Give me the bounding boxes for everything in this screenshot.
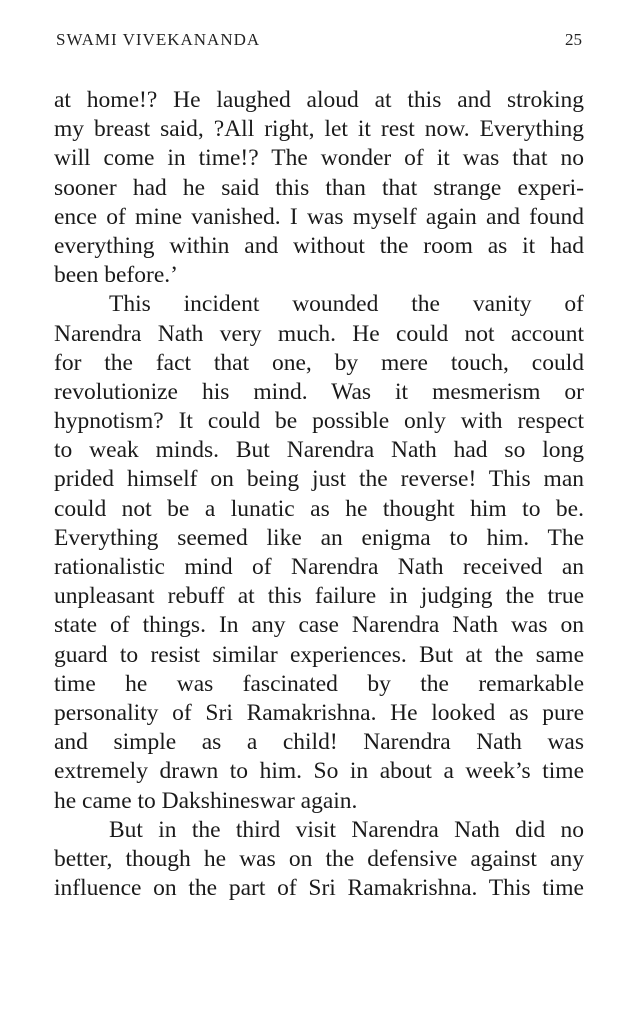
text-line: prided himself on being just the reverse! This man — [54, 466, 584, 493]
body-text — [54, 86, 584, 903]
text-line: hypnotism? It could be possible only with respect — [54, 408, 584, 435]
text-line: he came to Dakshineswar again. — [54, 787, 358, 814]
text-line: revolutionize his mind. Was it mesmerism or — [54, 378, 584, 405]
text-line: time he was fascinated by the remarkable — [54, 670, 584, 697]
text-line: This incident wounded the vanity of — [109, 291, 584, 318]
text-line: Narendra Nath very much. He could not account — [54, 320, 584, 347]
text-line: for the fact that one, by mere touch, could — [54, 349, 584, 376]
text-line: state of things. In any case Narendra Nath was on — [54, 612, 584, 639]
text-line: could not be a lunatic as he thought him to be. — [54, 495, 584, 522]
text-line: better, though he was on the defensive against any — [54, 845, 584, 872]
text-line: extremely drawn to him. So in about a week’s time — [54, 758, 584, 785]
text-line: rationalistic mind of Narendra Nath received an — [54, 554, 584, 580]
text-line: sooner had he said this than that strange experi- — [54, 174, 584, 201]
text-line: But in the third visit Narendra Nath did no — [109, 816, 584, 843]
text-line: guard to resist similar experiences. But at the same — [54, 641, 584, 668]
text-line: my breast said, ?All right, let it rest now. Everything — [54, 116, 584, 143]
text-line: unpleasant rebuff at this failure in judging the true — [54, 583, 584, 610]
text-line: to weak minds. But Narendra Nath had so long — [54, 437, 584, 464]
text-line: everything within and without the room as it had — [54, 232, 584, 259]
text-line: will come in time!? The wonder of it was that no — [54, 145, 584, 172]
text-line: been before.’ — [54, 262, 178, 289]
text-line: Everything seemed like an enigma to him. The — [54, 524, 584, 551]
page-number: 25 — [565, 30, 582, 49]
running-head — [56, 30, 582, 54]
text-line: influence on the part of Sri Ramakrishna. This time — [54, 875, 584, 902]
text-line: ence of mine vanished. I was myself again and found — [54, 203, 584, 230]
running-title: SWAMI VIVEKANANDA — [56, 30, 261, 49]
text-line: at home!? He laughed aloud at this and stroking — [54, 87, 584, 113]
text-line: and simple as a child! Narendra Nath was — [54, 729, 584, 756]
text-line: personality of Sri Ramakrishna. He looked as pure — [54, 699, 584, 726]
